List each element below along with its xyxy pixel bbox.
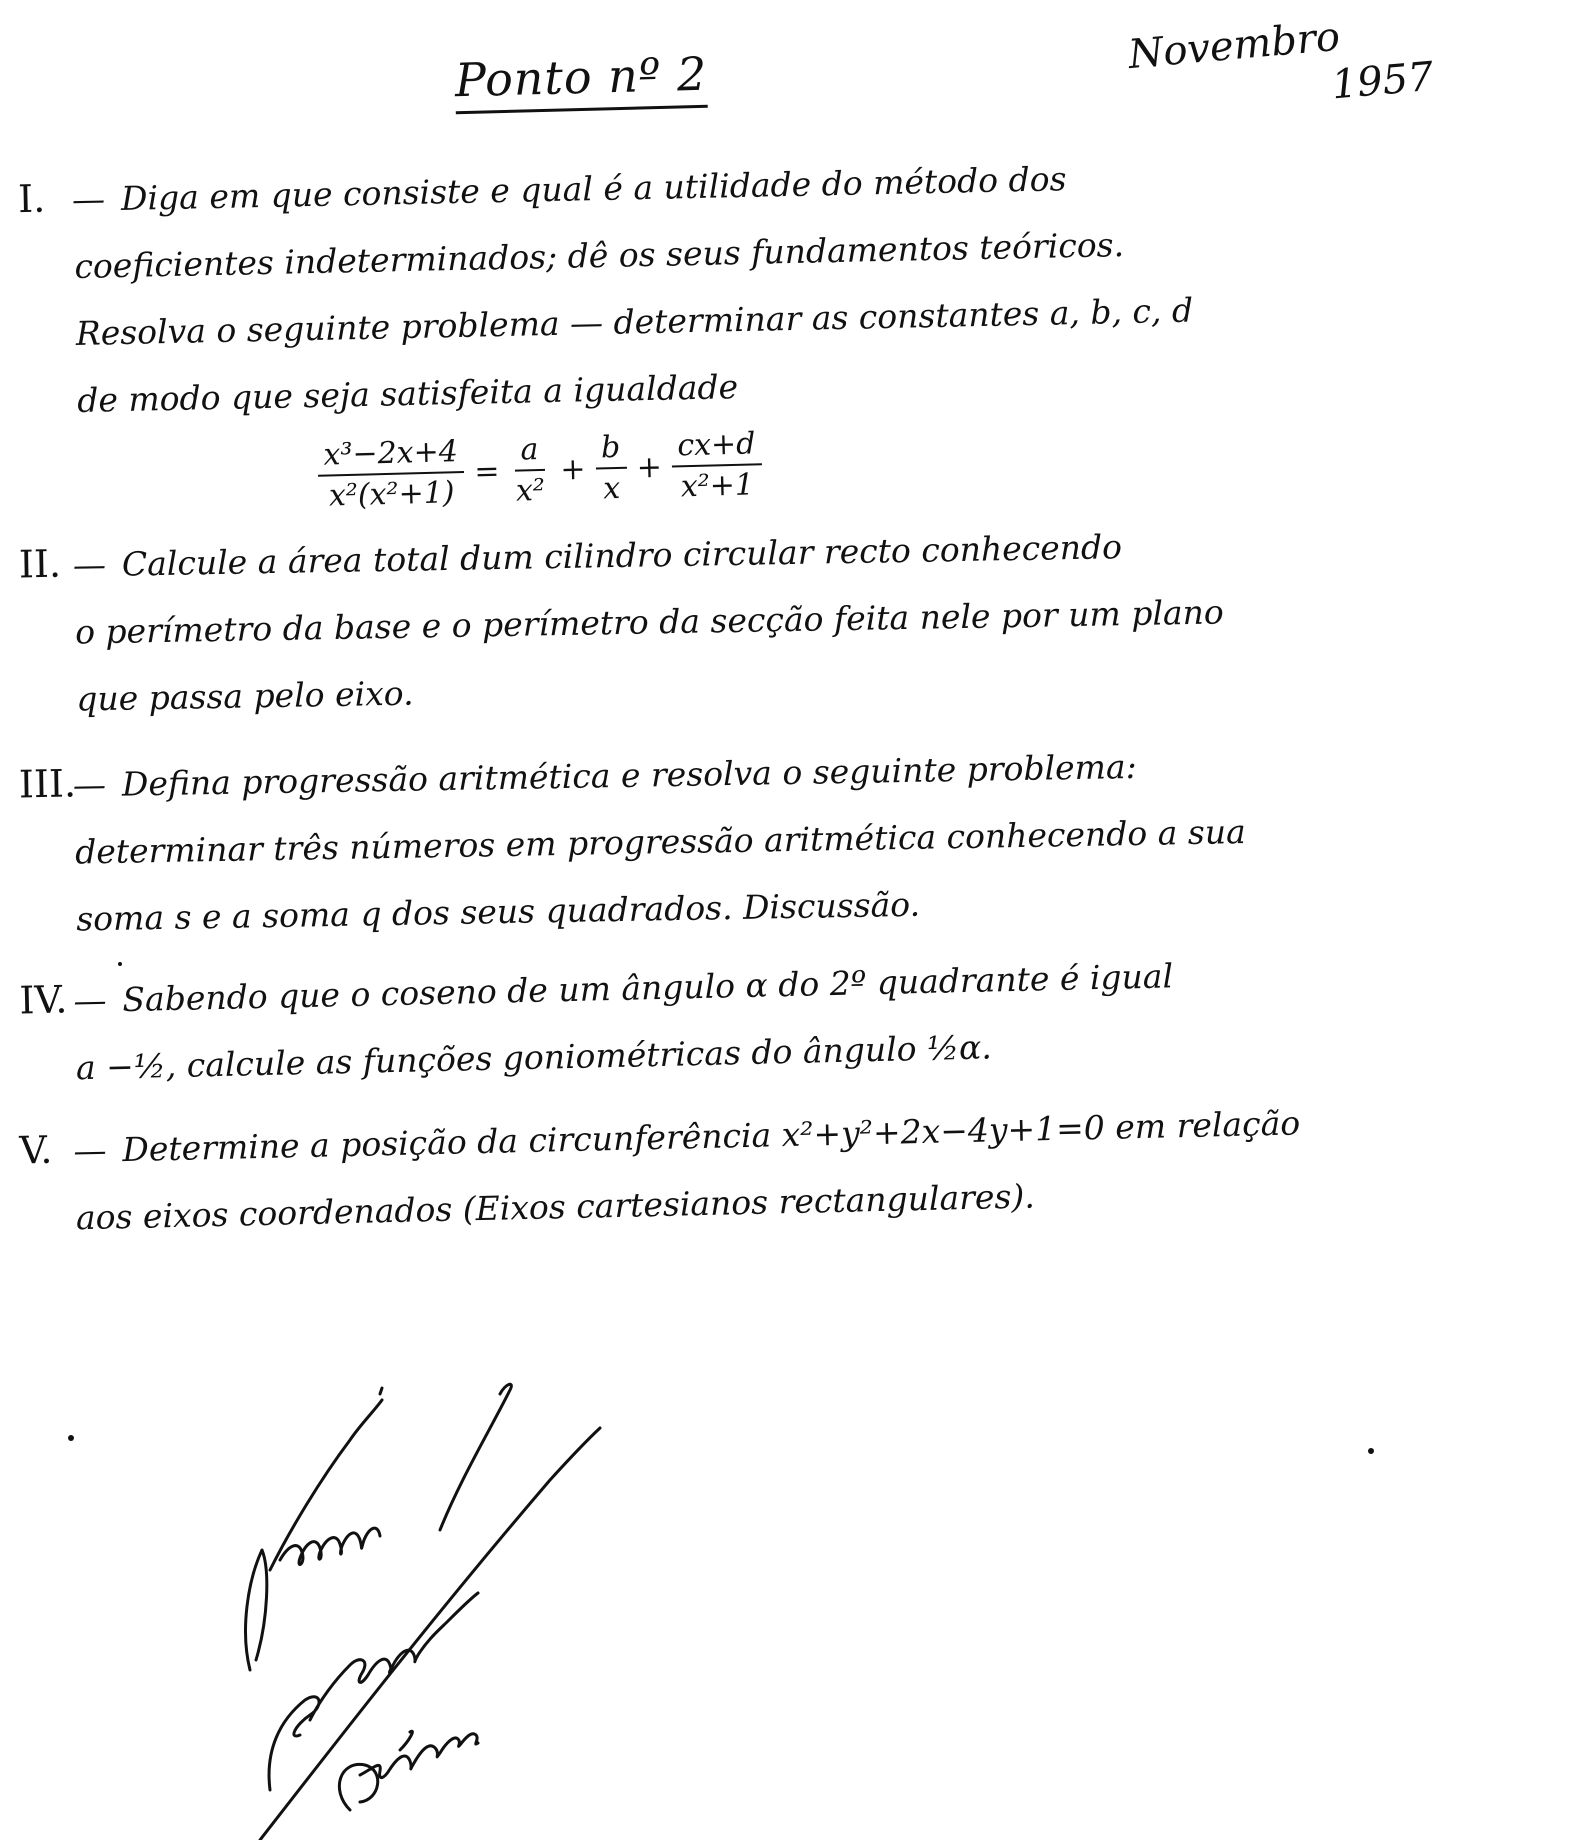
denominator: x bbox=[602, 470, 621, 507]
question-line: que passa pelo eixo. bbox=[75, 673, 414, 719]
question-2: II. — Calcule a área total dum cilindro circular recto conhecendo o perímetro da base e o perímetro da secção feita nele por um plano que passa pelo eixo. bbox=[18, 505, 1561, 734]
equals-sign: = bbox=[473, 453, 500, 490]
question-5: V. — Determine a posição da circunferência x²+y²+2x−4y+1=0 em relação aos eixos coordenados (Eixos cartesianos rectangulares). bbox=[19, 1083, 1562, 1253]
question-1: I. — Diga em que consiste e qual é a utilidade do método dos coeficientes indeterminados; dê os seus fundamentos teóricos. Resolva o seguinte problema — determinar as constantes a, b, c, d de modo que seja satisfeita a igualdade bbox=[17, 134, 1562, 435]
equation bbox=[317, 426, 763, 514]
question-number: IV. bbox=[18, 977, 68, 1023]
question-line: de modo que seja satisfeita a igualdade bbox=[76, 367, 739, 420]
numerator: cx+d bbox=[671, 426, 762, 467]
ink-speck bbox=[1368, 1448, 1374, 1454]
question-line: soma s e a soma q dos seus quadrados. Discussão. bbox=[75, 884, 921, 939]
ink-speck bbox=[68, 1435, 74, 1441]
question-line: o perímetro da base e o perímetro da secção feita nele por um plano bbox=[74, 592, 1225, 652]
denominator: x² bbox=[515, 472, 546, 509]
denominator: x²(x²+1) bbox=[328, 475, 455, 514]
question-line: a −½, calcule as funções goniométricas do ângulo ½α. bbox=[75, 1027, 993, 1088]
question-line: Determine a posição da circunferência x²+y²+2x−4y+1=0 em relação bbox=[121, 1103, 1301, 1170]
question-line: coeficientes indeterminados; dê os seus fundamentos teóricos. bbox=[74, 225, 1125, 286]
question-number: V. bbox=[18, 1127, 53, 1173]
question-number: III. bbox=[18, 761, 77, 807]
question-number: I. bbox=[17, 176, 46, 222]
question-line: Sabendo que o coseno de um ângulo α do 2º quadrante é igual bbox=[121, 956, 1174, 1020]
question-number: II. bbox=[18, 541, 62, 587]
denominator: x²+1 bbox=[680, 467, 755, 505]
date-note bbox=[1126, 5, 1436, 127]
question-3: III.— Defina progressão aritmética e resolva o seguinte problema: determinar três números em progressão aritmética conhecendo a sua soma s e a soma q dos seus quadrados. Discussão. bbox=[18, 725, 1561, 954]
ink-speck bbox=[118, 962, 122, 966]
date-month: Novembro bbox=[1126, 13, 1342, 79]
question-line: Calcule a área total dum cilindro circular recto conhecendo bbox=[121, 527, 1123, 584]
numerator: x³−2x+4 bbox=[317, 434, 464, 477]
numerator: b bbox=[595, 430, 627, 470]
question-line: Defina progressão aritmética e resolva o seguinte problema: bbox=[121, 746, 1138, 804]
question-line: aos eixos coordenados (Eixos cartesianos rectangulares). bbox=[75, 1176, 1036, 1238]
plus-sign: + bbox=[559, 451, 586, 487]
page-title: Ponto nº 2 bbox=[454, 47, 708, 115]
question-line: Diga em que consiste e qual é a utilidade do método dos bbox=[120, 159, 1067, 218]
fraction-lhs bbox=[317, 434, 465, 514]
numerator: a bbox=[514, 432, 545, 472]
date-year: 1957 bbox=[1329, 53, 1436, 109]
fraction-term-1 bbox=[508, 432, 551, 509]
signatures-image bbox=[210, 1370, 710, 1840]
fraction-term-2 bbox=[595, 430, 628, 507]
question-4: IV. — Sabendo que o coseno de um ângulo α do 2º quadrante é igual a −½, calcule as funções goniométricas do ângulo ½α. bbox=[19, 933, 1562, 1103]
question-line: Resolva o seguinte problema — determinar as constantes a, b, c, d bbox=[75, 290, 1194, 353]
fraction-term-3 bbox=[671, 426, 763, 504]
question-line: determinar três números em progressão aritmética conhecendo a sua bbox=[74, 812, 1247, 872]
plus-sign: + bbox=[636, 449, 663, 485]
